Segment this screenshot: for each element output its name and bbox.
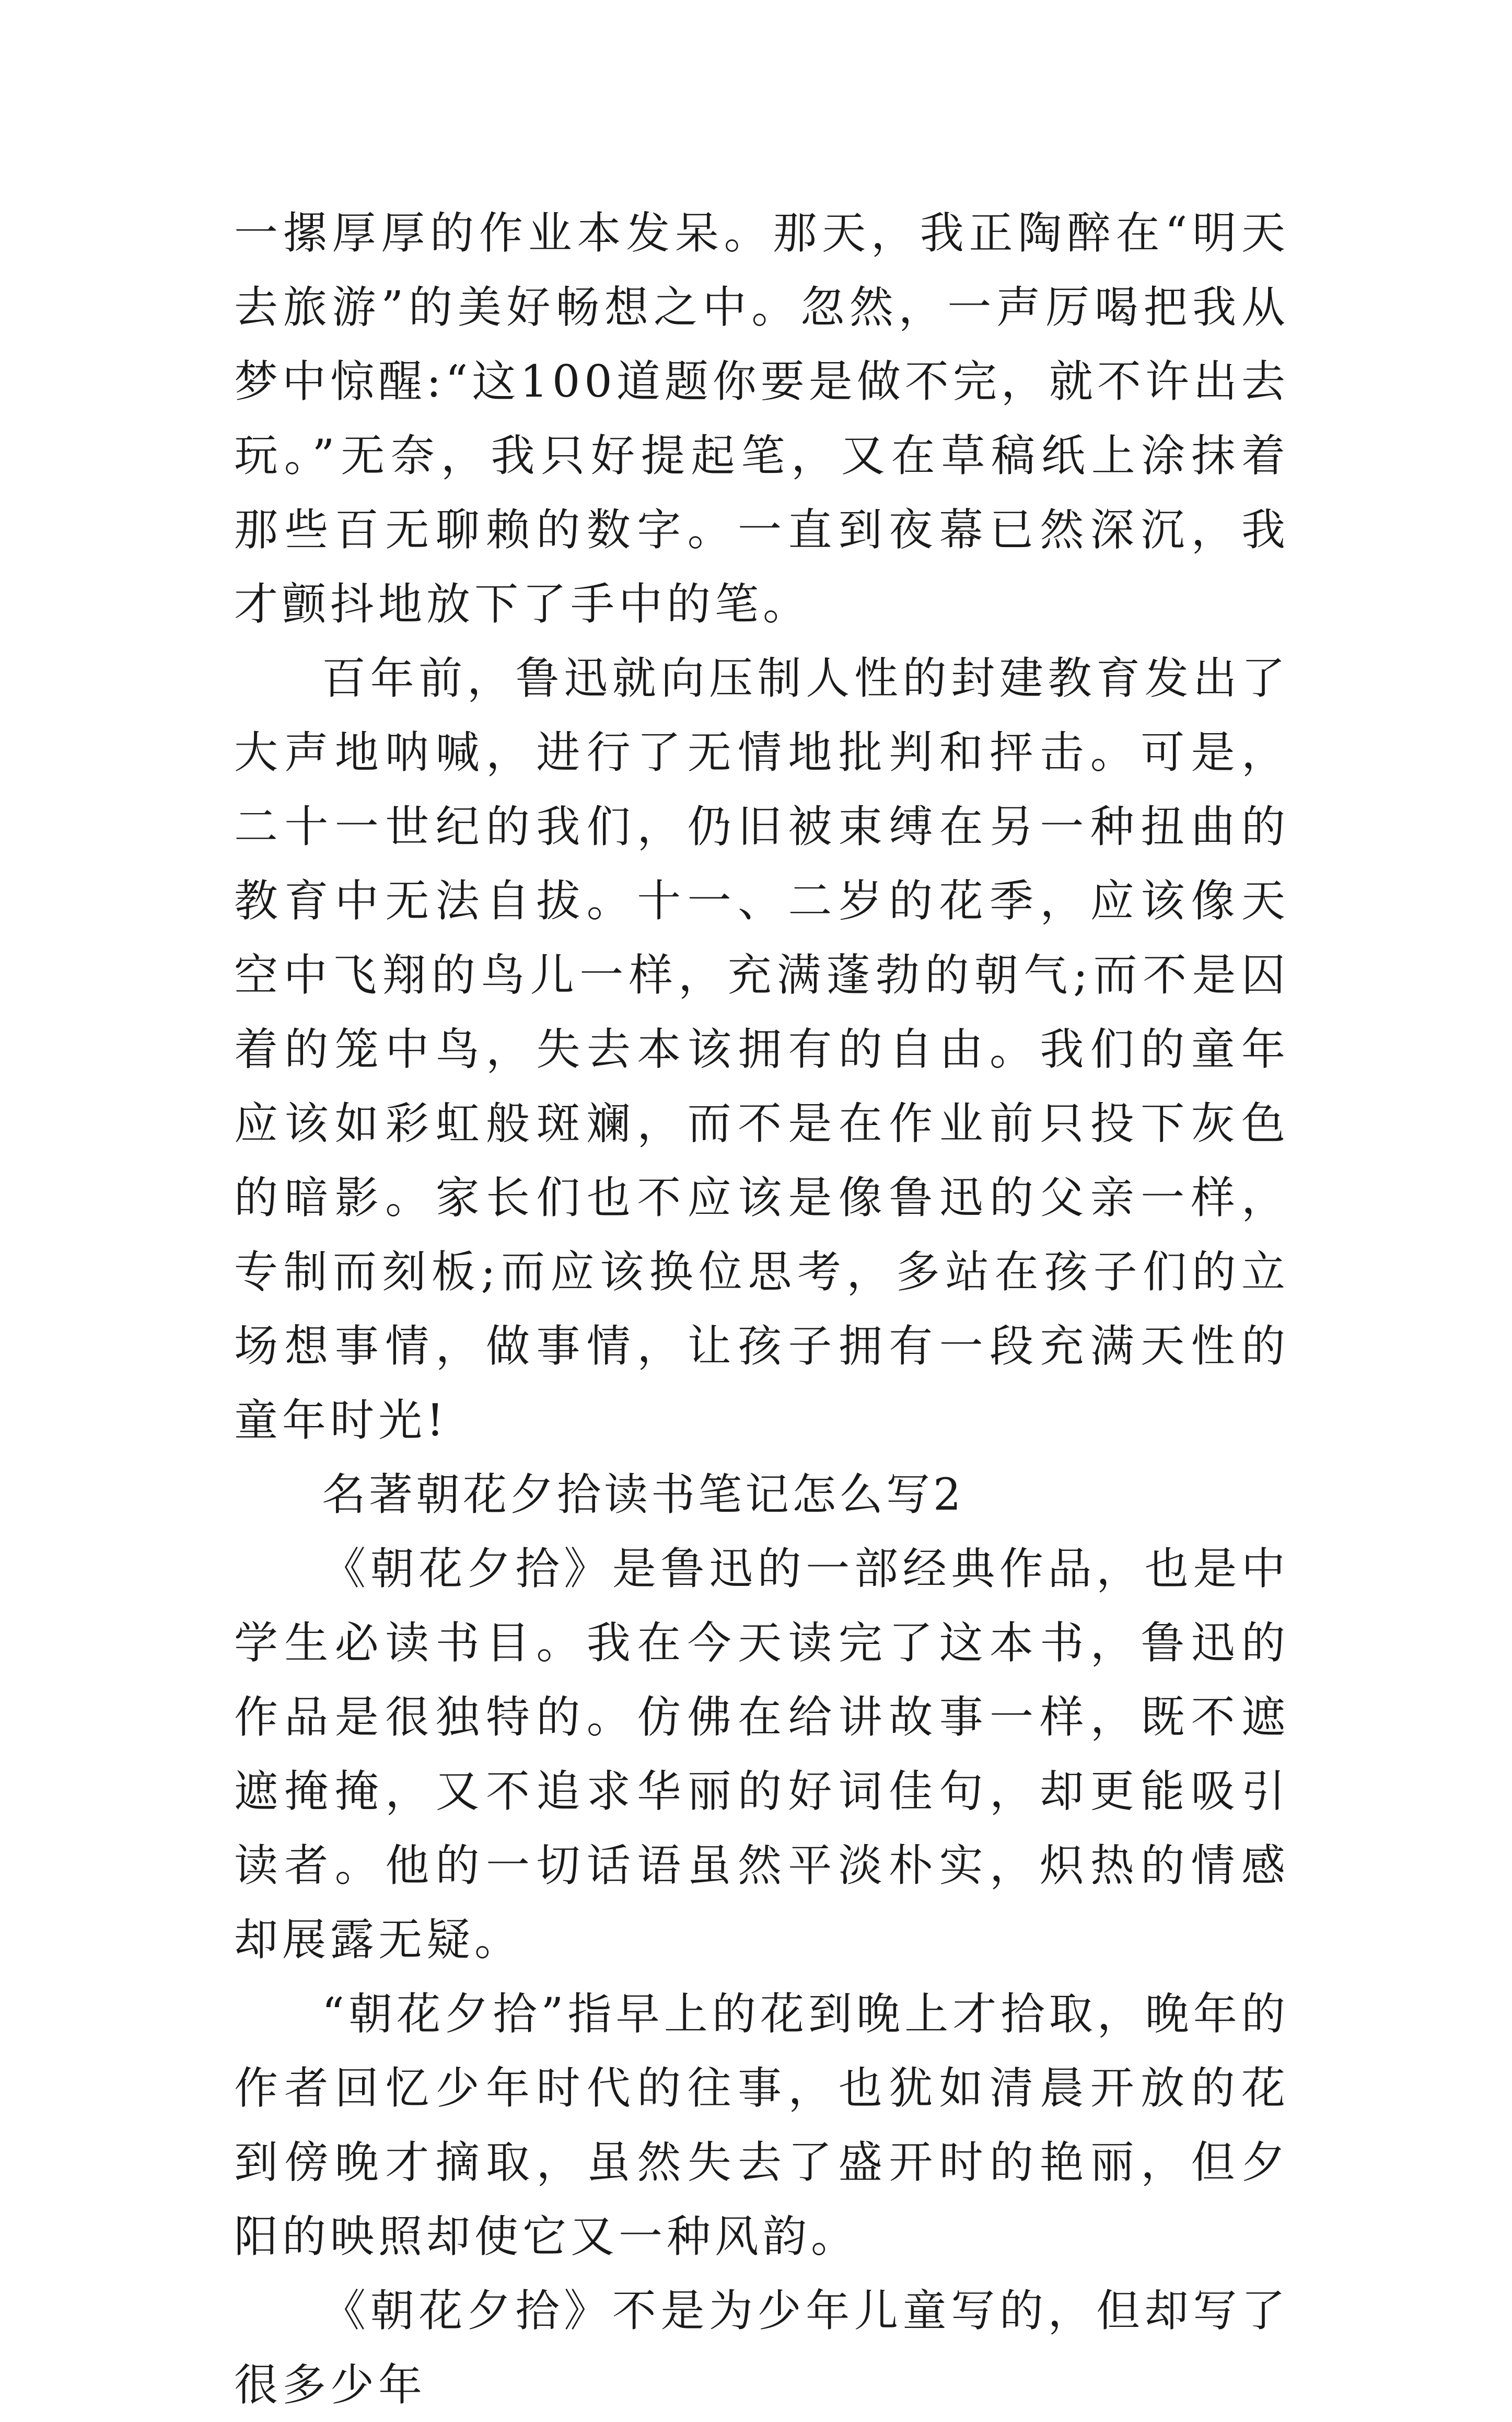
body-text: [234, 196, 1289, 2422]
section-heading: 名著朝花夕拾读书笔记怎么写2: [322, 1469, 964, 1520]
paragraph-title-meaning: “朝花夕拾”指早上的花到晚上才拾取，晚年的作者回忆少年时代的往事，也犹如清晨开放的花到傍晚才摘取，虽然失去了盛开时的艳丽，但夕阳的映照却使它又一种风韵。: [234, 1988, 1289, 2262]
paragraph-book-intro: 《朝花夕拾》是鲁迅的一部经典作品，也是中学生必读书目。我在今天读完了这本书，鲁迅的作品是很独特的。仿佛在给讲故事一样，既不遮遮掩掩，又不追求华丽的好词佳句，却更能吸引读者。他的一切话语虽然平淡朴实，炽热的情感却展露无疑。: [234, 1543, 1289, 1965]
paragraph-continued: 一摞厚厚的作业本发呆。那天，我正陶醉在“明天去旅游”的美好畅想之中。忽然，一声厉喝把我从梦中惊醒:“这100道题你要是做不完，就不许出去玩。”无奈，我只好提起笔，又在草稿纸上涂抹着那些百无聊赖的数字。一直到夜幕已然深沉，我才颤抖地放下了手中的笔。: [234, 207, 1289, 630]
paragraph-lu-xun-century: 百年前，鲁迅就向压制人性的封建教育发出了大声地呐喊，进行了无情地批判和抨击。可是，二十一世纪的我们，仍旧被束缚在另一种扭曲的教育中无法自拔。十一、二岁的花季，应该像天空中飞翔的鸟儿一样，充满蓬勃的朝气;而不是囚着的笼中鸟，失去本该拥有的自由。我们的童年应该如彩虹般斑斓，而不是在作业前只投下灰色的暗影。家长们也不应该是像鲁迅的父亲一样，专制而刻板;而应该换位思考，多站在孩子们的立场想事情，做事情，让孩子拥有一段充满天性的童年时光!: [234, 653, 1289, 1446]
paragraph-not-for-children: 《朝花夕拾》不是为少年儿童写的，但却写了很多少年: [234, 2285, 1289, 2411]
